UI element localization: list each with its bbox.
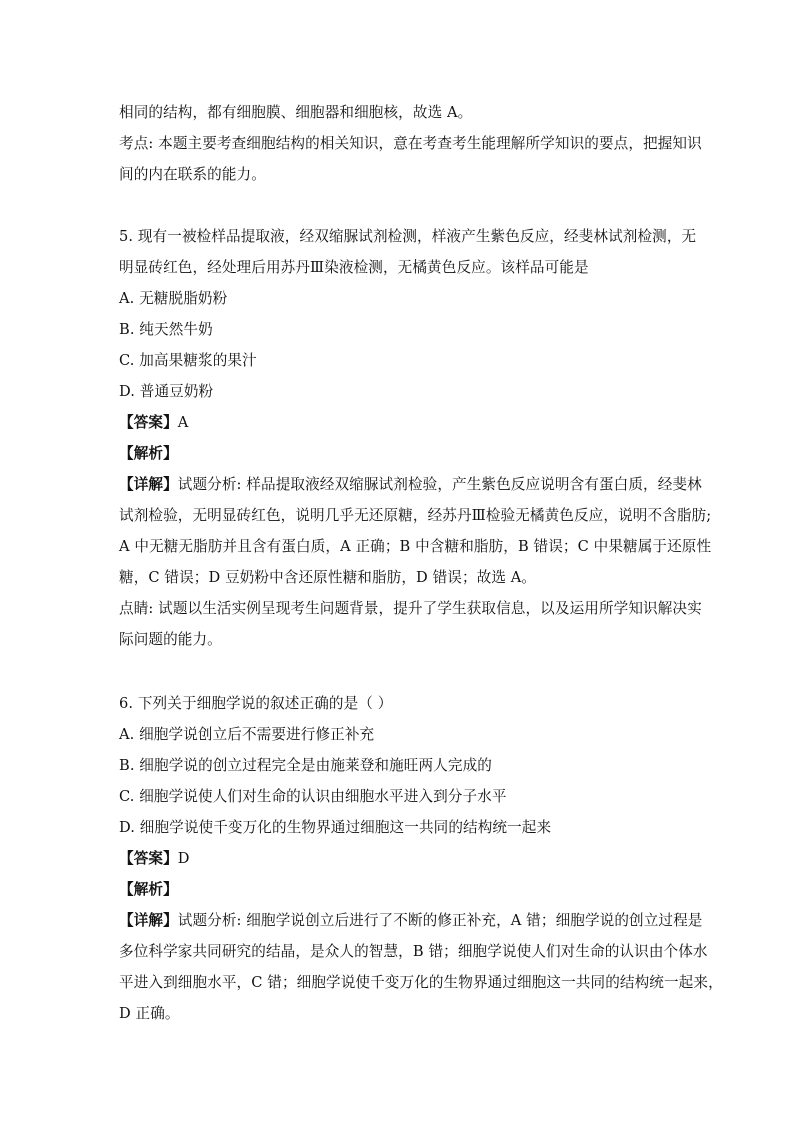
q5-detail-label: 【详解】 <box>119 476 178 493</box>
q6-option-c: C. 细胞学说使人们对生命的认识由细胞水平进入到分子水平 <box>119 788 507 805</box>
q6-detail-label: 【详解】 <box>119 912 178 929</box>
q6-option-a: A. 细胞学说创立后不需要进行修正补充 <box>119 726 375 743</box>
q5-analysis-label: 【解析】 <box>119 445 178 462</box>
q5-option-d: D. 普通豆奶粉 <box>119 383 214 400</box>
kaodian-line-1: 考点: 本题主要考查细胞结构的相关知识，意在考查考生能理解所学知识的要点，把握知识 <box>119 135 702 152</box>
kaodian-line-2: 间的内在联系的能力。 <box>119 166 266 183</box>
q5-stem-line-1: 5. 现有一被检样品提取液，经双缩脲试剂检测，样液产生紫色反应，经斐林试剂检测，无 <box>119 228 697 245</box>
q6-detail-line-1 <box>119 911 703 931</box>
q5-detail-line-4: 糖，C 错误；D 豆奶粉中含还原性糖和脂肪，D 错误；故选 A。 <box>119 569 537 586</box>
q6-detail-text-1: 试题分析: 细胞学说创立后进行了不断的修正补充，A 错；细胞学说的创立过程是 <box>177 912 703 929</box>
q5-answer-value: A <box>177 414 189 431</box>
q5-detail-line-1 <box>119 475 702 495</box>
q6-detail-line-3: 平进入到细胞水平，C 错；细胞学说使千变万化的生物界通过细胞这一共同的结构统一起来， <box>119 974 723 991</box>
q6-answer-value: D <box>177 850 190 867</box>
q6-answer-label: 【答案】 <box>119 850 178 867</box>
q6-stem: 6. 下列关于细胞学说的叙述正确的是（ ） <box>119 695 393 712</box>
q5-answer-label: 【答案】 <box>119 414 178 431</box>
q5-answer <box>119 413 188 433</box>
q6-answer <box>119 849 190 869</box>
q5-detail-text-1: 试题分析: 样品提取液经双缩脲试剂检验，产生紫色反应说明含有蛋白质，经斐林 <box>177 476 702 493</box>
q5-option-b: B. 纯天然牛奶 <box>119 321 213 338</box>
q5-stem-line-2: 明显砖红色，经处理后用苏丹Ⅲ染液检测，无橘黄色反应。该样品可能是 <box>119 259 589 276</box>
q6-option-b: B. 细胞学说的创立过程完全是由施莱登和施旺两人完成的 <box>119 757 492 774</box>
q6-detail-line-2: 多位科学家共同研究的结晶，是众人的智慧，B 错；细胞学说使人们对生命的认识由个体水 <box>119 943 708 960</box>
q5-dianjing-line-1: 点睛: 试题以生活实例呈现考生问题背景，提升了学生获取信息，以及运用所学知识解决实 <box>119 600 702 617</box>
q5-option-a: A. 无糖脱脂奶粉 <box>119 290 228 307</box>
q5-detail-line-2: 试剂检验，无明显砖红色，说明几乎无还原糖，经苏丹Ⅲ检验无橘黄色反应，说明不含脂肪; <box>119 507 712 524</box>
q5-dianjing-line-2: 际问题的能力。 <box>119 631 222 648</box>
q5-option-c: C. 加高果糖浆的果汁 <box>119 352 257 369</box>
q6-detail-line-4: D 正确。 <box>119 1005 180 1022</box>
q6-analysis-label: 【解析】 <box>119 881 178 898</box>
q5-detail-line-3: A 中无糖无脂肪并且含有蛋白质，A 正确；B 中含糖和脂肪，B 错误；C 中果糖属于还原性 <box>119 538 712 555</box>
prev-answer-continuation: 相同的结构，都有细胞膜、细胞器和细胞核，故选 A。 <box>119 104 473 121</box>
q6-option-d: D. 细胞学说使千变万化的生物界通过细胞这一共同的结构统一起来 <box>119 819 552 836</box>
